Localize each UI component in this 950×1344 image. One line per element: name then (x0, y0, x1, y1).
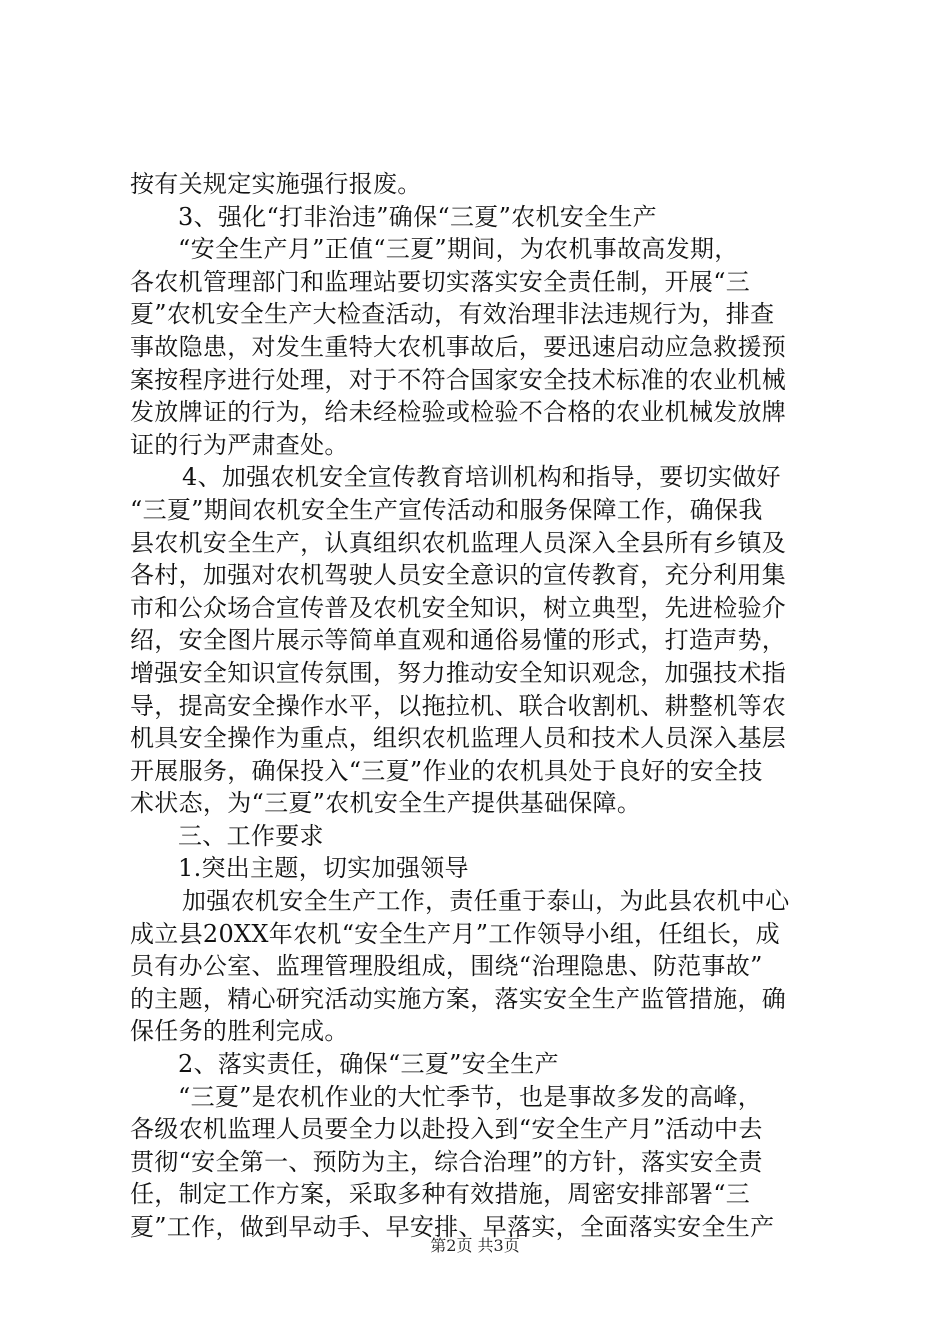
text-line: 市和公众场合宣传普及农机安全知识，树立典型，先进检验介 (130, 593, 787, 622)
text-line: 1.突出主题，切实加强领导 (178, 854, 469, 883)
text-line: 开展服务，确保投入“三夏”作业的农机具处于良好的安全技 (130, 756, 763, 785)
page-footer: 第2页 共3页 (430, 1236, 520, 1255)
text-line: “安全生产月”正值“三夏”期间，为农机事故高发期， (178, 235, 739, 264)
text-line: 绍，安全图片展示等简单直观和通俗易懂的形式，打造声势， (130, 626, 787, 655)
document-body (130, 168, 830, 1244)
text-line: 术状态，为“三夏”农机安全生产提供基础保障。 (130, 789, 642, 818)
text-line: “三夏”期间农机安全生产宣传活动和服务保障工作，确保我 (130, 495, 763, 524)
text-line: 各村，加强对农机驾驶人员安全意识的宣传教育，充分利用集 (130, 561, 787, 590)
text-line: 员有办公室、监理管理股组成，围绕“治理隐患、防范事故” (130, 952, 763, 981)
text-line: 夏”工作，做到早动手、早安排、早落实，全面落实安全生产 (130, 1213, 775, 1241)
text-line: 机具安全操作为重点，组织农机监理人员和技术人员深入基层 (130, 724, 787, 753)
text-line: 成立县20XX年农机“安全生产月”工作领导小组，任组长，成 (130, 919, 780, 948)
text-line: 夏”农机安全生产大检查活动，有效治理非法违规行为，排查 (130, 300, 775, 329)
text-line: 各农机管理部门和监理站要切实落实安全责任制，开展“三 (130, 267, 751, 296)
text-line: 案按程序进行处理，对于不符合国家安全技术标准的农业机械 (130, 365, 787, 394)
text-line: 证的行为严肃查处。 (130, 430, 349, 459)
text-line: 三、工作要求 (178, 821, 324, 850)
text-line: 各级农机监理人员要全力以赴投入到“安全生产月”活动中去 (130, 1115, 763, 1144)
text-line: 事故隐患，对发生重特大农机事故后，要迅速启动应急救援预 (130, 332, 787, 361)
text-line: 按有关规定实施强行报废。 (130, 170, 422, 198)
text-line: 2、落实责任，确保“三夏”安全生产 (178, 1050, 559, 1079)
text-line: 发放牌证的行为，给未经检验或检验不合格的农业机械发放牌 (130, 398, 787, 427)
text-line: “三夏”是农机作业的大忙季节，也是事故多发的高峰， (178, 1082, 763, 1111)
text-line: 4、加强农机安全宣传教育培训机构和指导，要切实做好 (182, 463, 781, 492)
text-line: 保任务的胜利完成。 (130, 1017, 349, 1046)
text-line: 贯彻“安全第一、预防为主，综合治理”的方针，落实安全责 (130, 1147, 763, 1176)
text-line: 导，提高安全操作水平，以拖拉机、联合收割机、耕整机等农 (130, 691, 787, 720)
text-line: 县农机安全生产，认真组织农机监理人员深入全县所有乡镇及 (130, 528, 787, 557)
text-line: 的主题，精心研究活动实施方案，落实安全生产监管措施，确 (130, 984, 787, 1013)
text-line: 加强农机安全生产工作，责任重于泰山，为此县农机中心 (182, 887, 790, 916)
text-line: 任，制定工作方案，采取多种有效措施，周密安排部署“三 (130, 1180, 751, 1209)
text-line: 3、强化“打非治违”确保“三夏”农机安全生产 (178, 202, 657, 231)
text-line: 增强安全知识宣传氛围，努力推动安全知识观念，加强技术指 (130, 658, 787, 687)
